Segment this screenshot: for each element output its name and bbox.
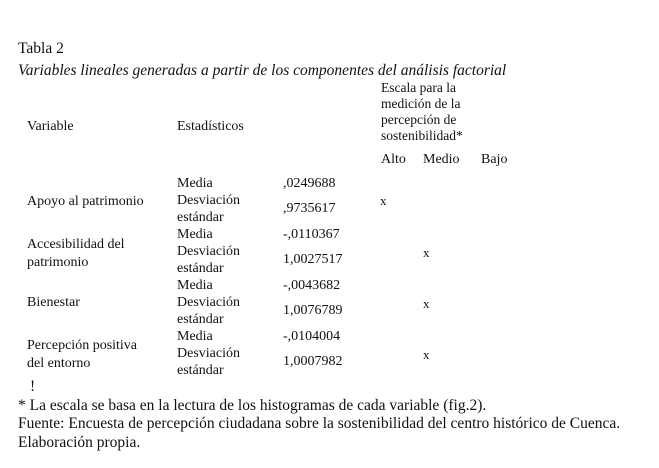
footnote-source: Fuente: Encuesta de percepción ciudadana sobre la sostenibilidad del centro histórico de Cuenca. [18, 415, 621, 432]
row-variable-name: Bienestar [27, 295, 80, 310]
stat-sd-label: Desviación [177, 346, 240, 361]
variable-name-line: Percepción positiva [27, 338, 138, 353]
level-bajo: Bajo [481, 152, 508, 167]
level-mark: x [380, 193, 387, 208]
mean-value: -,0043682 [283, 278, 341, 293]
stat-mean-label: Media [177, 176, 213, 191]
stat-sd-label: Desviación [177, 295, 240, 310]
row-variable-name: Apoyo al patrimonio [27, 194, 144, 209]
mean-value: -,0110367 [283, 227, 340, 242]
scale-line: percepción de [381, 112, 457, 127]
stray-mark: ! [30, 378, 36, 395]
table-title: Variables lineales generadas a partir de los componentes del análisis factorial [18, 62, 507, 79]
mean-value: -,0104004 [283, 329, 341, 344]
stat-sd-label: estándar [177, 261, 224, 276]
stat-sd-label: estándar [177, 312, 224, 327]
level-medio: Medio [423, 152, 460, 167]
variable-name-line: Accesibilidad del [27, 237, 125, 252]
level-mark: x [423, 245, 430, 260]
scale-line: sostenibilidad* [381, 128, 463, 143]
row-variable-name [27, 337, 137, 373]
variable-name-line: del entorno [27, 356, 91, 371]
stat-mean-label: Media [177, 329, 213, 344]
stat-mean-label: Media [177, 227, 213, 242]
scale-line: Escala para la [381, 80, 456, 95]
sd-value: 1,0076789 [283, 303, 343, 318]
level-alto: Alto [381, 152, 406, 167]
scale-line: medición de la [381, 96, 461, 111]
sd-value: 1,0007982 [283, 354, 343, 369]
stat-mean-label: Media [177, 278, 213, 293]
stat-sd-label: Desviación [177, 193, 240, 208]
stat-sd-label: estándar [177, 210, 224, 225]
stat-sd-label: Desviación [177, 244, 240, 259]
header-variable: Variable [27, 119, 74, 134]
header-scale [381, 80, 463, 144]
header-statistics: Estadísticos [177, 119, 244, 134]
mean-value: ,0249688 [283, 176, 336, 191]
sd-value: ,9735617 [283, 201, 336, 216]
footnote-elaboration: Elaboración propia. [18, 434, 141, 451]
level-mark: x [423, 296, 430, 311]
variable-name-line: patrimonio [27, 255, 89, 270]
level-mark: x [423, 347, 430, 362]
table-label: Tabla 2 [18, 40, 64, 57]
sd-value: 1,0027517 [283, 252, 343, 267]
row-variable-name [27, 236, 125, 272]
stat-sd-label: estándar [177, 363, 224, 378]
footnote-scale: * La escala se basa en la lectura de los histogramas de cada variable (fig.2). [18, 397, 487, 414]
